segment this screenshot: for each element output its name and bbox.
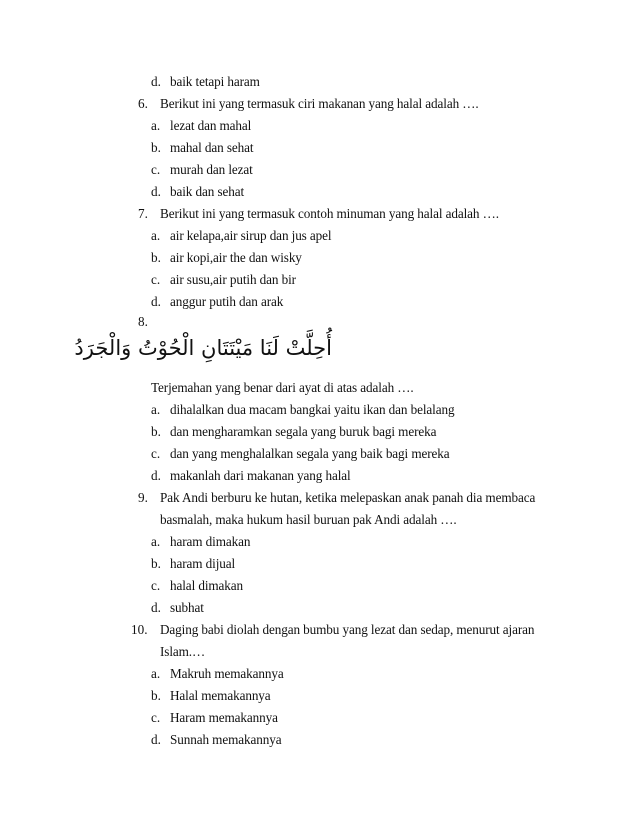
- option-text: lezat dan mahal: [170, 118, 252, 133]
- option-text: Halal memakannya: [170, 688, 271, 703]
- option-text: Makruh memakannya: [170, 666, 284, 681]
- question-text: Berikut ini yang termasuk ciri makanan yang halal adalah ….: [160, 96, 479, 111]
- option-marker: c.: [151, 446, 161, 461]
- question-number: 7.: [138, 206, 148, 221]
- option-marker: b.: [151, 556, 161, 571]
- option-marker: a.: [151, 402, 161, 417]
- option-text: air susu,air putih dan bir: [170, 272, 296, 287]
- option-marker: d.: [151, 184, 161, 199]
- option-marker: d.: [151, 600, 161, 615]
- option-marker: a.: [151, 534, 161, 549]
- question-number: 6.: [138, 96, 148, 111]
- option-marker: c.: [151, 272, 161, 287]
- option-text: air kopi,air the dan wisky: [170, 250, 302, 265]
- option-text: baik tetapi haram: [170, 74, 260, 89]
- option-marker: d.: [151, 732, 161, 747]
- option-marker: d.: [151, 74, 161, 89]
- option-text: dan mengharamkan segala yang buruk bagi mereka: [170, 424, 437, 439]
- arabic-verse: أُحِلَّتْ لَنَا مَيْتَتَانِ الْحُوْتُ وَالْجَرَدُ: [74, 336, 332, 360]
- option-text: Sunnah memakannya: [170, 732, 282, 747]
- option-text: Haram memakannya: [170, 710, 278, 725]
- option-marker: d.: [151, 294, 161, 309]
- option-marker: b.: [151, 140, 161, 155]
- option-text: air kelapa,air sirup dan jus apel: [170, 228, 332, 243]
- option-marker: b.: [151, 424, 161, 439]
- option-marker: c.: [151, 710, 161, 725]
- option-marker: d.: [151, 468, 161, 483]
- option-marker: b.: [151, 688, 161, 703]
- question-text: Berikut ini yang termasuk contoh minuman yang halal adalah ….: [160, 206, 499, 221]
- question-number: 10.: [131, 622, 148, 637]
- option-text: haram dimakan: [170, 534, 251, 549]
- option-marker: a.: [151, 228, 161, 243]
- option-text: dihalalkan dua macam bangkai yaitu ikan dan belalang: [170, 402, 455, 417]
- option-marker: a.: [151, 666, 161, 681]
- question-number: 8.: [138, 314, 148, 329]
- option-text: halal dimakan: [170, 578, 244, 593]
- option-marker: c.: [151, 578, 161, 593]
- option-marker: c.: [151, 162, 161, 177]
- question-text-continued: basmalah, maka hukum hasil buruan pak Andi adalah ….: [160, 512, 457, 527]
- option-text: anggur putih dan arak: [170, 294, 284, 309]
- option-text: dan yang menghalalkan segala yang baik bagi mereka: [170, 446, 450, 461]
- option-marker: b.: [151, 250, 161, 265]
- question-text-continued: Islam.…: [160, 644, 206, 659]
- option-text: baik dan sehat: [170, 184, 245, 199]
- option-text: mahal dan sehat: [170, 140, 254, 155]
- question-text: Pak Andi berburu ke hutan, ketika melepaskan anak panah dia membaca: [160, 490, 536, 505]
- option-text: makanlah dari makanan yang halal: [170, 468, 351, 483]
- option-marker: a.: [151, 118, 161, 133]
- option-text: haram dijual: [170, 556, 236, 571]
- option-text: subhat: [170, 600, 204, 615]
- option-text: murah dan lezat: [170, 162, 253, 177]
- question-number: 9.: [138, 490, 148, 505]
- question-text: Terjemahan yang benar dari ayat di atas adalah ….: [151, 380, 414, 395]
- question-text: Daging babi diolah dengan bumbu yang lezat dan sedap, menurut ajaran: [160, 622, 535, 637]
